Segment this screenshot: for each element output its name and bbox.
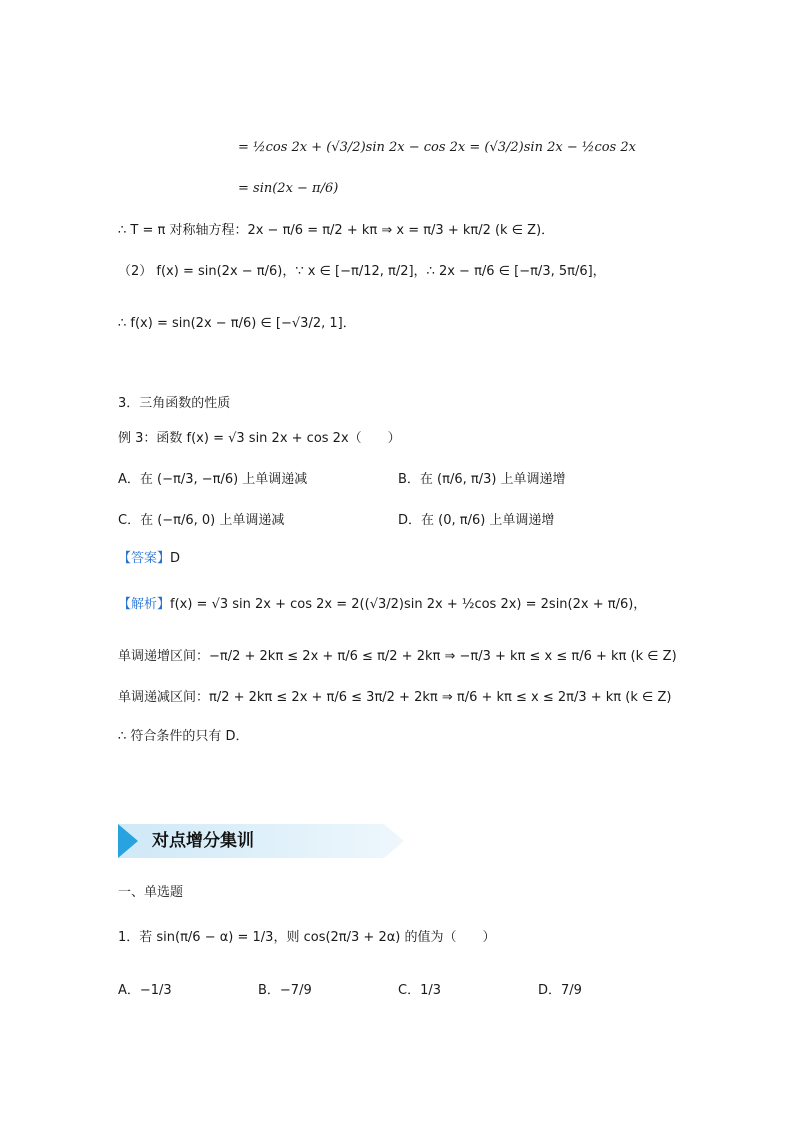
exercise-option-c: C．1/3 [398,983,441,998]
answer-label: 【答案】 [118,551,171,566]
solution-line-1: = ½cos 2x + (√3/2)sin 2x − cos 2x = (√3/2)sin 2x − ½cos 2x [238,140,636,155]
increasing-interval: 单调递增区间：−π/2 + 2kπ ≤ 2x + π/6 ≤ π/2 + 2kπ ⇒ −π/3 + kπ ≤ x ≤ π/6 + kπ (k ∈ Z) [118,649,677,664]
analysis-text: f(x) = √3 sin 2x + cos 2x = 2((√3/2)sin 2x + ½cos 2x) = 2sin(2x + π/6)， [170,597,647,612]
exercise-option-d: D．7/9 [538,983,582,998]
exercise-option-b: B．−7/9 [258,983,312,998]
example-question: 例 3：函数 f(x) = √3 sin 2x + cos 2x（ ） [118,431,401,446]
section-heading: 3．三角函数的性质 [118,396,231,411]
banner-title: 对点增分集训 [152,831,254,851]
conclusion: ∴ 符合条件的只有 D． [118,729,249,744]
exercise-question-1: 1．若 sin(π/6 − α) = 1/3，则 cos(2π/3 + 2α) 的值为（ ） [118,930,496,945]
solution-line-5: ∴ f(x) = sin(2x − π/6) ∈ [−√3/2, 1]． [118,316,356,331]
solution-line-2: = sin(2x − π/6) [238,181,339,196]
decreasing-interval: 单调递减区间：π/2 + 2kπ ≤ 2x + π/6 ≤ 3π/2 + 2kπ ⇒ π/6 + kπ ≤ x ≤ 2π/3 + kπ (k ∈ Z) [118,690,672,705]
exercise-option-a: A．−1/3 [118,983,172,998]
analysis-label: 【解析】 [118,597,171,612]
option-a: A．在 (−π/3, −π/6) 上单调递减 [118,472,308,487]
answer-row [118,549,180,569]
solution-line-4: （2） f(x) = sin(2x − π/6)，∵ x ∈ [−π/12, π/2]，∴ 2x − π/6 ∈ [−π/3, 5π/6]， [118,264,606,279]
answer-value: D [170,551,181,566]
analysis-row [118,595,646,615]
option-d: D．在 (0, π/6) 上单调递增 [398,513,555,528]
solution-line-3: ∴ T = π 对称轴方程：2x − π/6 = π/2 + kπ ⇒ x = π/3 + kπ/2 (k ∈ Z)． [118,223,555,238]
option-c: C．在 (−π/6, 0) 上单调递减 [118,513,285,528]
option-b: B．在 (π/6, π/3) 上单调递增 [398,472,566,487]
exercise-section-label: 一、单选题 [118,885,184,900]
